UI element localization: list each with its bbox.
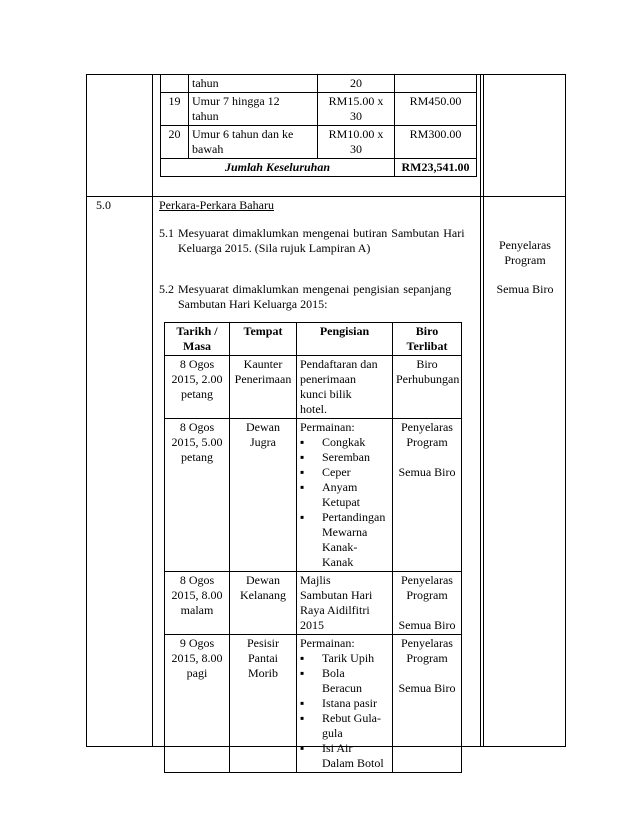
schedule-bureau-line: Semua Biro (398, 465, 456, 479)
fee-sum-label: Jumlah Keseluruhan (161, 159, 395, 177)
schedule-bullet-item (300, 726, 389, 741)
fee-number: 20 (161, 126, 189, 159)
schedule-content-line: Pendaftaran dan (300, 357, 378, 371)
schedule-bullet-text: Bola (322, 666, 345, 680)
schedule-content-line: Raya Aidilfitri (300, 603, 370, 617)
schedule-place-line: Jugra (250, 435, 276, 449)
schedule-bureau (393, 419, 462, 572)
section-heading: Perkara-Perkara Baharu (159, 198, 274, 212)
fee-rate-line: 20 (350, 76, 362, 90)
schedule-place-line: Morib (248, 666, 278, 680)
header-bureau-line: Biro (415, 324, 439, 338)
header-date-time (165, 323, 230, 356)
fee-rate-line: RM15.00 x (328, 94, 384, 108)
header-bureau (393, 323, 462, 356)
fee-description-line: tahun (192, 109, 219, 123)
schedule-date (165, 356, 230, 419)
schedule-bureau-line (396, 666, 458, 681)
header-content (297, 323, 393, 356)
schedule-content (297, 419, 393, 572)
fee-rate (318, 93, 395, 126)
schedule-date-line: 9 Ogos (179, 636, 215, 650)
schedule-date-line: 2015, 5.00 (171, 435, 223, 449)
header-place (230, 323, 297, 356)
schedule-bullet-text: Istana pasir (322, 696, 377, 710)
schedule-bureau (393, 572, 462, 635)
schedule-bullet-item (300, 666, 389, 681)
fee-row (161, 93, 477, 126)
right-col-program: Program (504, 253, 546, 267)
schedule-content (297, 635, 393, 773)
schedule-bullet-text: Congkak (322, 435, 366, 449)
schedule-bureau-line: Biro (416, 357, 438, 371)
schedule-bureau-line: Penyelaras (401, 420, 453, 434)
fee-rate-line: 30 (350, 109, 362, 123)
fee-description (189, 126, 318, 159)
schedule-bullet-text: Anyam (322, 480, 358, 494)
schedule-date-line: 2015, 8.00 (171, 588, 223, 602)
schedule-bullet-item (300, 510, 389, 525)
schedule-place (230, 356, 297, 419)
schedule-place (230, 635, 297, 773)
fee-description (189, 75, 318, 93)
schedule-date-line: 2015, 2.00 (171, 372, 223, 386)
schedule-bullet-text: Tarik Upih (322, 651, 375, 665)
schedule-place (230, 419, 297, 572)
schedule-bullet-item (300, 540, 389, 555)
schedule-date-line: 2015, 8.00 (171, 651, 223, 665)
schedule-bullet-item (300, 696, 389, 711)
schedule-bureau-line: Perhubungan (396, 372, 460, 386)
schedule-bullet-text: Mewarna (322, 525, 368, 539)
schedule-content (297, 356, 393, 419)
schedule-bullet-text: Ketupat (322, 495, 360, 509)
schedule-bullet-item (300, 495, 389, 510)
schedule-place-line: Dewan (246, 573, 280, 587)
schedule-bureau-line: Program (406, 651, 448, 665)
header-date-time-line: Masa (183, 339, 211, 353)
fee-rate-line: RM10.00 x (328, 127, 384, 141)
schedule-place-line: Penerimaan (234, 372, 292, 386)
schedule-bullet-text: Dalam Botol (322, 756, 384, 770)
section-number: 5.0 (96, 198, 111, 212)
schedule-table (164, 322, 462, 773)
schedule-bullet-text: Seremban (322, 450, 370, 464)
schedule-bullet-item (300, 711, 389, 726)
schedule-place-line: Pesisir (246, 636, 279, 650)
schedule-bureau-line: Semua Biro (398, 681, 456, 695)
schedule-row (165, 356, 462, 419)
schedule-bureau-line: Program (406, 435, 448, 449)
fee-number (161, 75, 189, 93)
fee-rate (318, 126, 395, 159)
schedule-bullet-text: Isi Air (322, 741, 353, 755)
fee-table (160, 74, 477, 177)
schedule-content-line: Sambutan Hari (300, 588, 373, 602)
schedule-date-line: 8 Ogos (179, 357, 215, 371)
schedule-bullet-item (300, 756, 389, 771)
schedule-header-row (165, 323, 462, 356)
schedule-date-line: malam (180, 603, 214, 617)
fee-total (395, 75, 477, 93)
schedule-bullet-text: Pertandingan (322, 510, 386, 524)
outer-row-divider (86, 196, 566, 197)
schedule-place (230, 572, 297, 635)
schedule-date-line: pagi (186, 666, 208, 680)
schedule-date-line: 8 Ogos (179, 420, 215, 434)
schedule-content (297, 572, 393, 635)
schedule-bullet-text: Beracun (322, 681, 362, 695)
schedule-content-line: Permainan: (300, 420, 355, 434)
schedule-content-line: Permainan: (300, 636, 355, 650)
schedule-content-line: penerimaan (300, 372, 356, 386)
schedule-bullet-text: Ceper (322, 465, 351, 479)
schedule-row (165, 419, 462, 572)
outer-col-divider-2a (480, 74, 481, 747)
outer-col-divider-1 (152, 74, 153, 747)
fee-description-line: Umur 6 tahun dan ke (192, 127, 294, 141)
outer-right-border (565, 74, 566, 747)
schedule-bullet-item (300, 651, 389, 666)
right-col-coordinator: Penyelaras (499, 238, 551, 252)
schedule-bullet-text: Kanak (322, 555, 354, 569)
paragraph-5-2-line-2: Sambutan Hari Keluarga 2015: (178, 297, 328, 311)
fee-total: RM300.00 (395, 126, 477, 159)
header-place-line: Tempat (243, 324, 283, 338)
fee-total: RM450.00 (395, 93, 477, 126)
schedule-date (165, 635, 230, 773)
schedule-content-line: kunci bilik (300, 387, 352, 401)
schedule-date-line: petang (181, 450, 213, 464)
fee-rate (318, 75, 395, 93)
fee-sum-row (161, 159, 477, 177)
schedule-bullet-item (300, 480, 389, 495)
schedule-bureau-line: Penyelaras (401, 573, 453, 587)
fee-sum-value: RM23,541.00 (395, 159, 477, 177)
paragraph-5-2-line-1: 5.2 Mesyuarat dimaklumkan mengenai pengisian sepanjang (159, 282, 452, 296)
paragraph-5-1-line-1: 5.1 Mesyuarat dimaklumkan mengenai butiran Sambutan Hari (159, 226, 465, 240)
schedule-bureau-line: Program (406, 588, 448, 602)
schedule-date-line: petang (181, 387, 213, 401)
outer-left-border (86, 74, 87, 747)
paragraph-5-1-line-2: Keluarga 2015. (Sila rujuk Lampiran A) (178, 241, 371, 255)
schedule-bullet-item (300, 741, 389, 756)
schedule-content-line: 2015 (300, 618, 324, 632)
fee-description-line: tahun (192, 76, 219, 90)
schedule-bureau (393, 635, 462, 773)
schedule-bureau-line: Penyelaras (401, 636, 453, 650)
fee-row (161, 75, 477, 93)
schedule-bullet-item (300, 555, 389, 570)
schedule-place-line: Pantai (248, 651, 278, 665)
schedule-place-line: Kelanang (240, 588, 286, 602)
schedule-content-line: hotel. (300, 402, 327, 416)
schedule-bullet-item (300, 525, 389, 540)
fee-row (161, 126, 477, 159)
schedule-date (165, 572, 230, 635)
fee-description (189, 93, 318, 126)
schedule-bureau-line: Semua Biro (398, 618, 456, 632)
schedule-content-line: Majlis (300, 573, 331, 587)
schedule-place-line: Kaunter (243, 357, 283, 371)
schedule-bureau (393, 356, 462, 419)
right-col-all-bureaus: Semua Biro (496, 282, 554, 296)
schedule-bullet-item (300, 435, 389, 450)
schedule-bullet-item (300, 681, 389, 696)
schedule-bullet-text: gula (322, 726, 343, 740)
schedule-date-line: 8 Ogos (179, 573, 215, 587)
schedule-bullet-text: Rebut Gula- (322, 711, 381, 725)
schedule-place-line: Dewan (246, 420, 280, 434)
fee-description-line: bawah (192, 142, 224, 156)
header-date-time-line: Tarikh / (176, 324, 218, 338)
schedule-bullet-text: Kanak- (322, 540, 358, 554)
header-bureau-line: Terlibat (406, 339, 448, 353)
schedule-bureau-line (396, 450, 458, 465)
fee-number: 19 (161, 93, 189, 126)
schedule-date (165, 419, 230, 572)
schedule-row (165, 572, 462, 635)
schedule-row (165, 635, 462, 773)
outer-col-divider-2b (483, 74, 484, 747)
schedule-bullet-item (300, 465, 389, 480)
schedule-bullet-item (300, 450, 389, 465)
schedule-bureau-line (396, 603, 458, 618)
header-content-line: Pengisian (319, 324, 370, 338)
fee-rate-line: 30 (350, 142, 362, 156)
fee-description-line: Umur 7 hingga 12 (192, 94, 280, 108)
